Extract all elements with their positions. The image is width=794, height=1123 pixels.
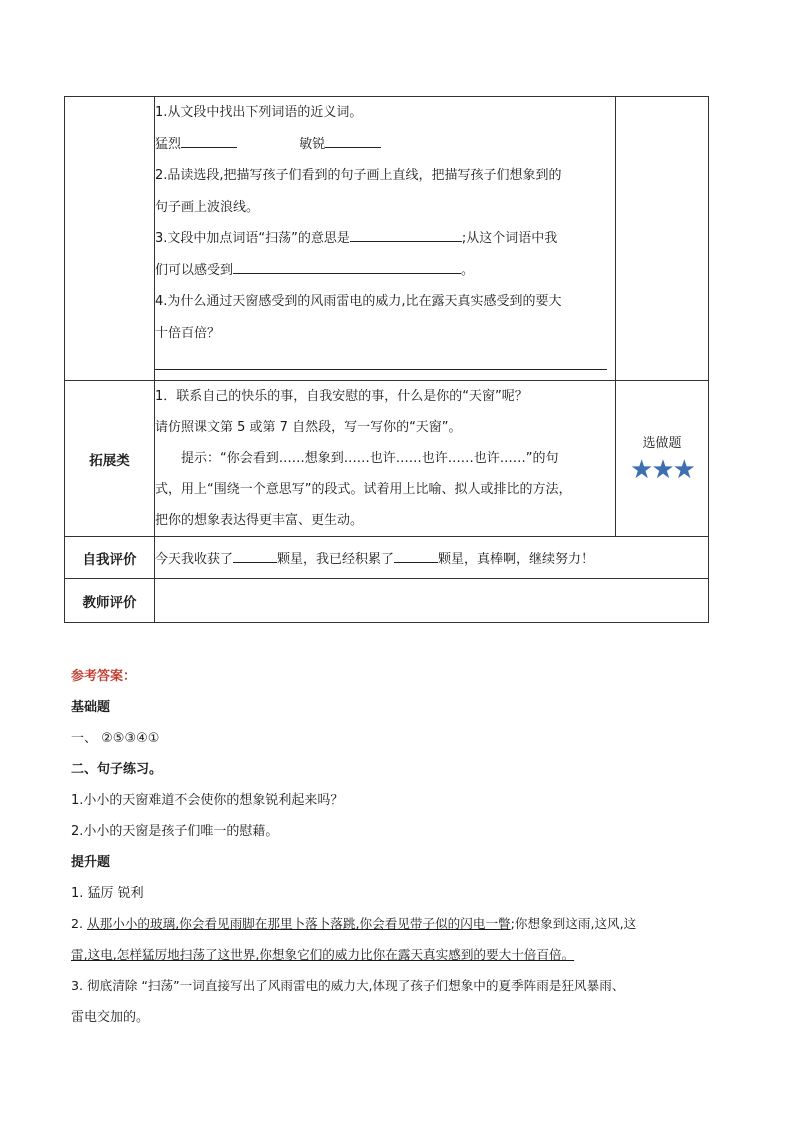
underlined-sentence: 雷,这电,怎样猛厉地扫荡了这世界,你想象它们的威力比你在露天真实感到的要大十倍百倍。	[71, 947, 575, 962]
extension-cell	[155, 381, 616, 537]
answer-text: ;你想象到这雨,这风,这	[510, 916, 637, 931]
extension-line1: 1．联系自己的快乐的事，自我安慰的事，什么是你的“天窗”呢？	[155, 389, 528, 404]
question-3-text: 。	[461, 262, 475, 278]
teacher-evaluation-cell[interactable]	[155, 579, 709, 623]
section-basic: 基础题	[71, 700, 111, 715]
optional-task-cell	[616, 381, 709, 537]
table-row	[65, 537, 709, 579]
section-advanced: 提升题	[71, 855, 111, 870]
question-3-text: ;从这个词语中我	[461, 231, 558, 246]
table-row	[65, 579, 709, 623]
answer-blank[interactable]	[394, 546, 438, 563]
answer-blank[interactable]	[325, 131, 381, 148]
answer-line: 3. 彻底清除 “扫荡”一词直接写出了风雨雷电的威力大,体现了孩子们想象中的夏季阵雨是狂风暴雨、	[71, 978, 625, 993]
word-minrui: 敏锐	[299, 136, 326, 152]
self-evaluation-cell	[155, 537, 709, 579]
answer-line: 雷电交加的。	[71, 1010, 150, 1025]
answer-blank[interactable]	[350, 225, 462, 242]
question-cell	[155, 97, 616, 381]
answer-blank[interactable]	[233, 546, 277, 563]
star-rating	[616, 455, 708, 485]
category-label: 拓展类	[65, 381, 155, 537]
category-label: 教师评价	[65, 579, 155, 623]
answer-line: 二、句子练习。	[71, 762, 163, 777]
question-4-line1: 4.为什么通过天窗感受到的风雨雷电的威力,比在露天真实感受到的要大	[155, 294, 562, 309]
notes-cell-empty	[616, 97, 709, 381]
question-3-line2	[155, 255, 615, 287]
self-eval-text: 颗星，我已经积累了	[277, 551, 395, 567]
question-3-text: 们可以感受到	[155, 262, 234, 278]
optional-task-label: 选做题	[642, 436, 682, 451]
answer-line	[71, 913, 636, 932]
category-cell-empty	[65, 97, 155, 381]
question-3-text: 3.文段中加点词语“扫荡”的意思是	[155, 231, 350, 246]
answer-number: 2.	[71, 916, 84, 931]
answer-line: 1. 猛厉 锐利	[71, 886, 144, 901]
extension-line5: 把你的想象表达得更丰富、更生动。	[155, 513, 364, 528]
word-menglie: 猛烈	[155, 136, 182, 152]
extension-line2: 请仿照课文第 5 或第 7 自然段，写一写你的“天窗”。	[155, 420, 462, 435]
answer-blank[interactable]	[233, 257, 461, 274]
exercise-table	[64, 96, 709, 623]
self-eval-text: 今天我收获了	[155, 551, 234, 567]
answer-line: 1.小小的天窗难道不会使你的想象锐利起来吗？	[71, 793, 344, 808]
question-4-line2: 十倍百倍？	[155, 325, 221, 341]
question-3-line1	[155, 223, 615, 255]
star-icon: ★★★	[630, 455, 694, 485]
category-label: 自我评价	[65, 537, 155, 579]
question-1-blanks	[155, 129, 615, 161]
self-eval-text: 颗星，真棒啊，继续努力！	[438, 551, 595, 567]
answer-line	[71, 944, 574, 963]
answer-line: 一、 ②⑤③④①	[71, 731, 160, 746]
table-row	[65, 97, 709, 381]
answer-line: 2.小小的天窗是孩子们唯一的慰藉。	[71, 824, 279, 839]
extension-hint: 提示：“你会看到……想象到……也许……也许……也许……”的句	[181, 451, 559, 466]
answer-line[interactable]	[155, 349, 607, 370]
underlined-sentence: 从那小小的玻璃,你会看见雨脚在那里卜落卜落跳,你会看见带子似的闪电一瞥	[87, 916, 511, 931]
question-2-line2: 句子画上波浪线。	[155, 199, 260, 215]
question-2-line1: 2.品读选段,把描写孩子们看到的句子画上直线，把描写孩子们想象到的	[155, 168, 562, 183]
answer-heading: 参考答案：	[71, 669, 137, 684]
answer-blank[interactable]	[181, 131, 237, 148]
question-1: 1.从文段中找出下列词语的近义词。	[155, 105, 363, 120]
table-row	[65, 381, 709, 537]
extension-line4: 式，用上“围绕一个意思写”的段式。试着用上比喻、拟人或排比的方法，	[155, 482, 572, 497]
